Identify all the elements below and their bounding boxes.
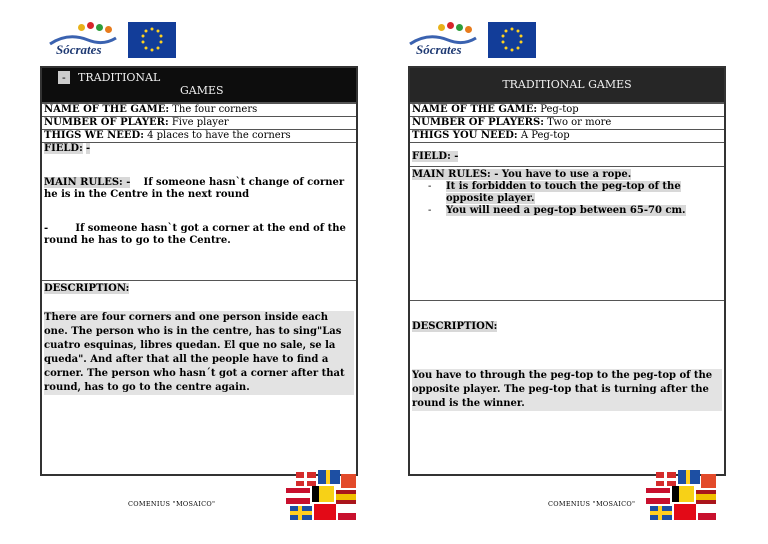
value: Peg-top (540, 104, 579, 115)
rules-label: MAIN RULES: - (44, 177, 131, 188)
players-row (410, 117, 724, 130)
rule-1: - It is forbidden to touch the peg-top of the opposite player. (428, 181, 681, 204)
card-header (410, 68, 724, 104)
value: - (85, 143, 91, 154)
rule-text: You will need a peg-top between 65-70 cm. (446, 205, 686, 216)
rule-text: If someone hasn`t got a corner at the end of the round he has to go to the Centre. (44, 223, 346, 246)
label: THIGS YOU NEED: (412, 130, 518, 141)
logo-text: Sócrates (56, 42, 102, 57)
label: NUMBER OF PLAYERS: (412, 117, 544, 128)
field-row (410, 143, 724, 167)
socrates-logo-right (408, 22, 538, 60)
label: NUMBER OF PLAYER: (44, 117, 169, 128)
value: Two or more (547, 117, 612, 128)
header-line1: TRADITIONAL (78, 71, 161, 84)
description-text: You have to through the peg-top to the peg-top of the opposite player. The peg-top that is turning after the round is the winner. (412, 369, 722, 411)
label: THIGS WE NEED: (44, 130, 144, 141)
eu-flag-icon (128, 22, 176, 58)
value: 4 places to have the corners (147, 130, 291, 141)
value: Five player (171, 117, 229, 128)
description-block (410, 301, 724, 411)
value: The four corners (172, 104, 258, 115)
field-row (42, 143, 356, 157)
game-name-row (42, 104, 356, 117)
rule-text: If someone hasn`t change of corner he is in the Centre in the next round (44, 177, 345, 200)
description-block (42, 281, 356, 395)
header-title: TRADITIONAL GAMES (502, 78, 632, 91)
field-label: FIELD: - (412, 151, 459, 162)
rules-block (410, 167, 724, 301)
game-card-right (408, 66, 726, 476)
footer-left: COMENIUS "MOSAICO" (128, 500, 216, 508)
rule-dash: - (44, 223, 49, 234)
needs-row (42, 130, 356, 143)
rule-text: It is forbidden to touch the peg-top of the opposite player. (446, 181, 681, 204)
value: A Peg-top (520, 130, 570, 141)
rules-label: MAIN RULES: - You have to use a rope. (412, 169, 632, 180)
header-line2: GAMES (180, 84, 224, 97)
flags-puzzle-right-icon (646, 470, 718, 522)
needs-row (410, 130, 724, 143)
eu-flag-icon (488, 22, 536, 58)
players-row (42, 117, 356, 130)
footer-right: COMENIUS "MOSAICO" (548, 500, 636, 508)
description-label: DESCRIPTION: (412, 321, 498, 332)
label: NAME OF THE GAME: (412, 104, 538, 115)
flags-puzzle-left-icon (286, 470, 358, 522)
game-name-row (410, 104, 724, 117)
rules-block (42, 157, 356, 281)
socrates-logo-left (48, 22, 178, 60)
description-text: There are four corners and one person inside each one. The person who is in the centre, has to sing"Las cuatro esquinas, libres quedan. El que no sale, se la queda". And after that all the people have to find a corner. The person who hasn´t got a corner after that round, has to go to the centre again. (44, 311, 354, 395)
game-card-left (40, 66, 358, 476)
rule-2 (44, 223, 354, 247)
label: FIELD: (44, 143, 83, 154)
label: NAME OF THE GAME: (44, 104, 170, 115)
rule-1 (44, 177, 354, 201)
rule-2: - You will need a peg-top between 65-70 cm. (428, 205, 686, 216)
header-dash: - (58, 71, 70, 84)
card-header (42, 68, 356, 104)
description-label: DESCRIPTION: (44, 283, 130, 294)
logo-text: Sócrates (416, 42, 462, 57)
